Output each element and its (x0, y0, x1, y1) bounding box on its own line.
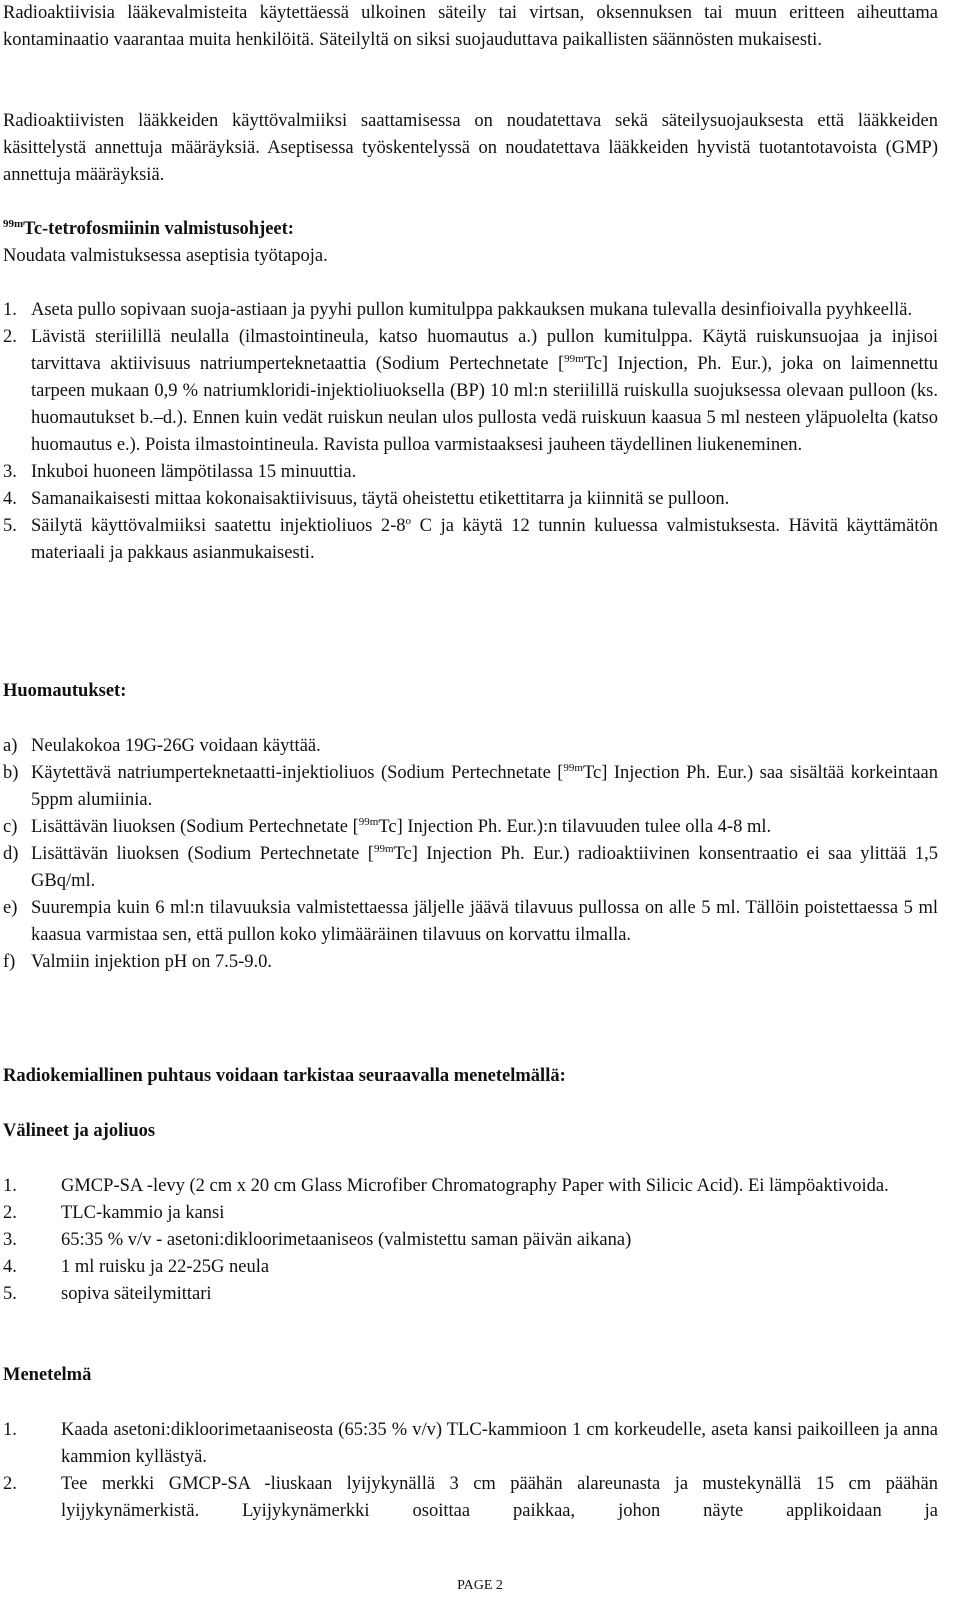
list-item: 5. sopiva säteilymittari (3, 1284, 212, 1304)
equipment-list (3, 1173, 938, 1308)
list-item: 4. Samanaikaisesti mittaa kokonaisaktiivisuus, täytä oheistettu etikettitarra ja kiinnitä se pulloon. (3, 489, 730, 509)
equipment-heading: Välineet ja ajoliuos (3, 1121, 156, 1141)
list-item: 2. TLC-kammio ja kansi (3, 1203, 225, 1223)
method-list (3, 1417, 938, 1525)
note-item: e) Suurempia kuin 6 ml:n tilavuuksia valmistettaessa jäljelle jäävä tilavuus pullossa on alle 5 ml. Tällöin poistettaessa 5 ml kaasua varmistaa sen, että pullon koko ylimääräinen tilavuus on korvattu ilmalla. (3, 898, 938, 945)
notes-heading: Huomautukset: (3, 681, 127, 701)
list-item: 3. Inkuboi huoneen lämpötilassa 15 minuuttia. (3, 462, 357, 482)
preparation-subline: Noudata valmistuksessa aseptisia työtapoja. (3, 246, 328, 266)
method-heading: Menetelmä (3, 1365, 92, 1385)
note-item: a) Neulakokoa 19G-26G voidaan käyttää. (3, 736, 321, 756)
preparation-heading: $^{99m}$Tc-tetrofosmiinin valmistusohjeet: (3, 218, 294, 239)
note-item: d) Lisättävän liuoksen (Sodium Pertechnetate [$^{99m}$Tc] Injection Ph. Eur.) radioaktiivinen konsentraatio ei saa ylittää 1,5 GBq/ml. (3, 843, 938, 891)
preparation-section (3, 216, 938, 270)
list-item: 2. Tee merkki GMCP-SA -liuskaan lyijykynällä 3 cm päähän alareunasta ja mustekynällä 15 cm päähän lyijykynämerkistä. Lyijykynämerkki osoittaa paikkaa, johon näyte applikoidaan ja (3, 1474, 938, 1521)
notes-list (3, 733, 938, 976)
note-item: f) Valmiin injektion pH on 7.5-9.0. (3, 952, 272, 972)
list-item: 4. 1 ml ruisku ja 22-25G neula (3, 1257, 270, 1277)
intro-paragraph-2: Radioaktiivisten lääkkeiden käyttövalmiiksi saattamisessa on noudatettava sekä säteilysuojauksesta että lääkkeiden käsittelystä annettuja määräyksiä. Aseptisessa työskentelyssä on noudatettava lääkkeiden hyvistä tuotantotavoista (GMP) annettuja määräyksiä. (3, 111, 938, 185)
intro-paragraph-1: Radioaktiivisia lääkevalmisteita käytettäessä ulkoinen säteily tai virtsan, oksennuksen tai muun eritteen aiheuttama kontaminaatio vaarantaa muita henkilöitä. Säteilyltä on siksi suojauduttava paikallisten säännösten mukaisesti. (3, 3, 938, 50)
purity-heading: Radiokemiallinen puhtaus voidaan tarkistaa seuraavalla menetelmällä: (3, 1066, 566, 1086)
list-item: 1. GMCP-SA -levy (2 cm x 20 cm Glass Microfiber Chromatography Paper with Silicic Acid). Ei lämpöaktivoida. (3, 1176, 889, 1196)
preparation-steps (3, 297, 938, 567)
note-item: b) Käytettävä natriumperteknetaatti-injektioliuos (Sodium Pertechnetate [$^{99m}$Tc] Injection Ph. Eur.) saa sisältää korkeintaan 5ppm alumiinia. (3, 762, 938, 810)
note-item: c) Lisättävän liuoksen (Sodium Pertechnetate [$^{99m}$Tc] Injection Ph. Eur.):n tilavuuden tulee olla 4-8 ml. (3, 816, 772, 837)
list-item: 3. 65:35 % v/v - asetoni:dikloorimetaaniseos (valmistettu saman päivän aikana) (3, 1230, 632, 1250)
list-item: 5. Säilytä käyttövalmiiksi saatettu injektioliuos 2-8$^o$ C ja käytä 12 tunnin kuluessa valmistuksesta. Hävitä käyttämätön materiaali ja pakkaus asianmukaisesti. (3, 515, 938, 563)
list-item: 1. Aseta pullo sopivaan suoja-astiaan ja pyyhi pullon kumitulppa pakkauksen mukana tulevalla desinfioivalla pyyhkeellä. (3, 300, 913, 320)
list-item: 2. Lävistä steriilillä neulalla (ilmastointineula, katso huomautus a.) pullon kumitulppa. Käytä ruiskunsuojaa ja injisoi tarvittava aktiivisuus natriumperteknetaattia (Sodium Pertechnetate [$^{99m}$Tc] Injection, Ph. Eur.), joka on laimennettu tarpeen mukaan 0,9 % natriumkloridi-injektioliuoksella (BP) 10 ml:n steriilillä ruiskulla suojuksessa olevaan pulloon (ks. huomautukset b.–d.). Ennen kuin vedät ruiskun neulan ulos pullosta vedä ruiskuun kaasua 5 ml nesteen yläpuolelta (katso huomautus e.). Poista ilmastointineula. Ravista pulloa varmistaaksesi jauheen täydellinen liukeneminen. (3, 327, 939, 455)
page-number: PAGE 2 (457, 1578, 503, 1593)
list-item: 1. Kaada asetoni:dikloorimetaaniseosta (65:35 % v/v) TLC-kammioon 1 cm korkeudelle, aseta kansi paikoilleen ja anna kammion kyllästyä. (3, 1420, 938, 1467)
